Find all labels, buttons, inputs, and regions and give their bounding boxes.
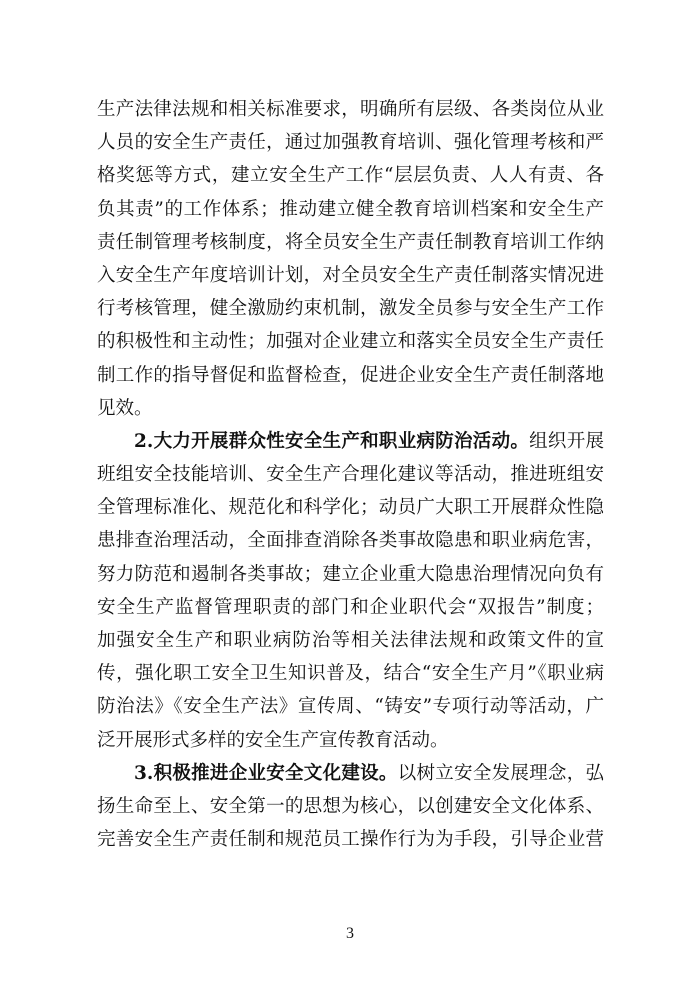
paragraph-line: 行考核管理，健全激励约束机制，激发全员参与安全生产工作 [97, 298, 604, 320]
paragraph-line: 格奖惩等方式，建立安全生产工作“层层负责、人人有责、各 [97, 165, 604, 187]
section-2-first-line [97, 425, 604, 458]
paragraph-line: 入安全生产年度培训计划，对全员安全生产责任制落实情况进 [97, 264, 604, 286]
paragraph-line: 人员的安全生产责任，通过加强教育培训、强化管理考核和严 [97, 132, 604, 154]
page-number: 3 [346, 925, 354, 942]
paragraph-line: 见效。 [97, 397, 153, 419]
paragraph-line: 努力防范和遏制各类事故；建立企业重大隐患治理情况向负有 [97, 563, 604, 585]
section-3-heading: 3.积极推进企业安全文化建设。 [134, 762, 398, 784]
paragraph-line: 制工作的指导督促和监督检查，促进企业安全生产责任制落地 [97, 364, 604, 386]
paragraph-line: 全管理标准化、规范化和科学化；动员广大职工开展群众性隐 [97, 497, 604, 519]
paragraph-line: 班组安全技能培训、安全生产合理化建议等活动，推进班组安 [97, 464, 604, 486]
section-3-first-line [97, 757, 604, 790]
section-3-first-line-text: 以树立安全发展理念，弘 [397, 762, 604, 784]
document-body [97, 93, 604, 856]
paragraph-line: 防治法》《安全生产法》宣传周、“铸安”专项行动等活动，广 [97, 696, 604, 718]
paragraph-line: 患排查治理活动，全面排查消除各类事故隐患和职业病危害， [97, 530, 604, 552]
paragraph-line: 泛开展形式多样的安全生产宣传教育活动。 [97, 729, 449, 751]
paragraph-line: 负其责”的工作体系；推动建立健全教育培训档案和安全生产 [97, 198, 604, 220]
section-2-first-line-text: 组织开展 [529, 430, 604, 452]
paragraph-line: 加强安全生产和职业病防治等相关法律法规和政策文件的宣 [97, 630, 604, 651]
paragraph-line: 生产法律法规和相关标准要求，明确所有层级、各类岗位从业 [97, 99, 604, 120]
paragraph-line: 的积极性和主动性；加强对企业建立和落实全员安全生产责任 [97, 331, 604, 353]
paragraph-line: 传，强化职工安全卫生知识普及，结合“安全生产月”《职业病 [97, 663, 604, 685]
paragraph-line: 安全生产监督管理职责的部门和企业职代会“双报告”制度； [97, 596, 604, 618]
section-2-heading: 2.大力开展群众性安全生产和职业病防治活动。 [134, 430, 530, 452]
paragraph-line: 扬生命至上、安全第一的思想为核心，以创建安全文化体系、 [97, 795, 604, 817]
paragraph-line: 责任制管理考核制度，将全员安全生产责任制教育培训工作纳 [97, 231, 604, 253]
paragraph-line: 完善安全生产责任制和规范员工操作行为为手段，引导企业营 [97, 829, 604, 851]
